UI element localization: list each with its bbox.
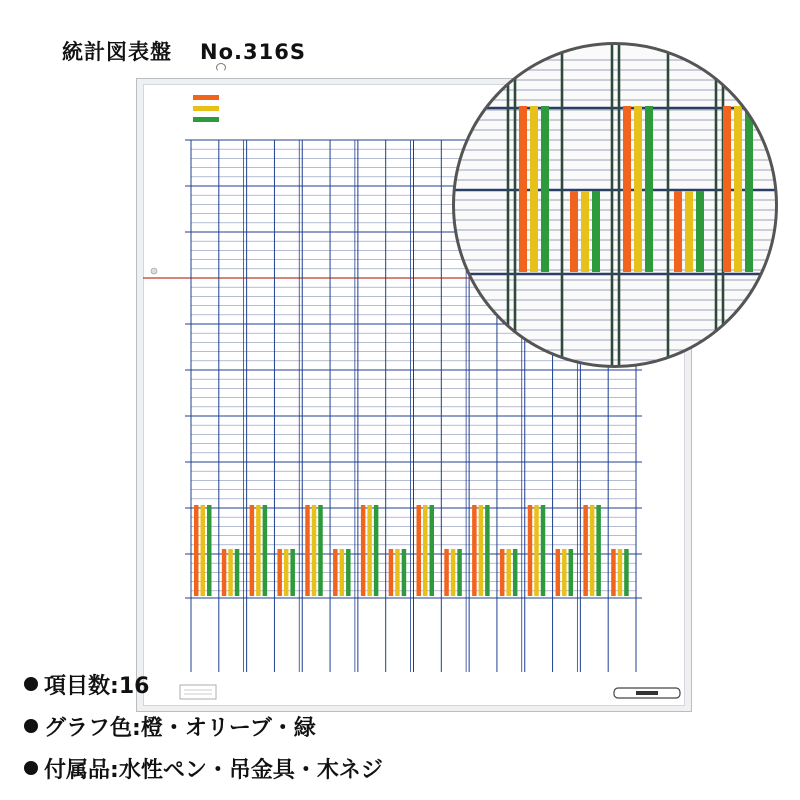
bar-orange (305, 505, 310, 596)
bar-olive (367, 505, 372, 596)
zoom-bar (570, 191, 578, 272)
bar-orange (417, 505, 422, 596)
zoom-bar (696, 191, 704, 272)
bar-olive (590, 505, 595, 596)
spec-label: 付属品 (44, 758, 111, 783)
bar-green (513, 549, 518, 596)
bar-green (290, 549, 295, 596)
bar-orange (222, 549, 227, 596)
bar-olive (618, 549, 623, 596)
bar-olive (228, 549, 233, 596)
bar-olive (256, 505, 261, 596)
bar-olive (479, 505, 484, 596)
bar-green (374, 505, 379, 596)
bar-green (402, 549, 407, 596)
bar-orange (333, 549, 338, 596)
spec-accessories: 付属品:水性ペン・吊金具・木ネジ (24, 756, 383, 798)
bar-orange (611, 549, 616, 596)
legend-color-strip-icon (193, 106, 219, 111)
bar-olive (340, 549, 345, 596)
bar-orange (583, 505, 588, 596)
brand-plate-mark (636, 691, 658, 695)
magnet-icon (151, 268, 157, 274)
bar-orange (361, 505, 366, 596)
bar-orange (194, 505, 199, 596)
bar-green (569, 549, 574, 596)
spec-label: 項目数 (44, 674, 111, 699)
bar-orange (444, 549, 449, 596)
spec-value: 橙・オリーブ・緑 (140, 716, 316, 741)
spec-item-count: 項目数:16 (24, 672, 383, 714)
legend-color-strip-icon (193, 117, 219, 122)
bar-orange (250, 505, 255, 596)
zoom-bar (592, 191, 600, 272)
bar-orange (556, 549, 561, 596)
bar-olive (451, 549, 456, 596)
spec-list (24, 672, 383, 798)
bar-olive (423, 505, 428, 596)
zoom-bar (519, 106, 527, 272)
spec-value: 16 (118, 674, 150, 699)
bar-green (318, 505, 323, 596)
zoom-bar (723, 106, 731, 272)
zoom-bar (581, 191, 589, 272)
bar-orange (472, 505, 477, 596)
bar-olive (395, 549, 400, 596)
bar-olive (562, 549, 567, 596)
zoom-bar (674, 191, 682, 272)
bar-olive (201, 505, 206, 596)
bullet-icon (24, 761, 38, 775)
bar-green (207, 505, 212, 596)
zoom-bar (623, 106, 631, 272)
zoom-bar (745, 106, 753, 272)
bar-green (346, 549, 351, 596)
bar-orange (500, 549, 505, 596)
bar-olive (284, 549, 289, 596)
zoom-bar (634, 106, 642, 272)
bar-green (430, 505, 435, 596)
bar-green (263, 505, 268, 596)
zoom-bar (530, 106, 538, 272)
bullet-icon (24, 719, 38, 733)
bar-olive (506, 549, 511, 596)
bar-orange (528, 505, 533, 596)
spec-graph-colors: グラフ色:橙・オリーブ・緑 (24, 714, 383, 756)
zoom-bar (541, 106, 549, 272)
product-name: 統計図表盤 (62, 40, 172, 64)
spec-value: 水性ペン・吊金具・木ネジ (118, 758, 383, 783)
bar-green (624, 549, 629, 596)
model-number: No.316S (200, 40, 306, 64)
bar-green (485, 505, 490, 596)
bullet-icon (24, 677, 38, 691)
bar-orange (389, 549, 394, 596)
bar-green (596, 505, 601, 596)
bar-green (235, 549, 240, 596)
spec-label: グラフ色 (44, 716, 133, 741)
zoom-bar (734, 106, 742, 272)
legend-color-strip-icon (193, 95, 219, 100)
bar-olive (312, 505, 317, 596)
zoom-bar (645, 106, 653, 272)
zoom-bar (685, 191, 693, 272)
bar-green (457, 549, 462, 596)
bar-green (541, 505, 546, 596)
bar-orange (277, 549, 282, 596)
bar-olive (534, 505, 539, 596)
